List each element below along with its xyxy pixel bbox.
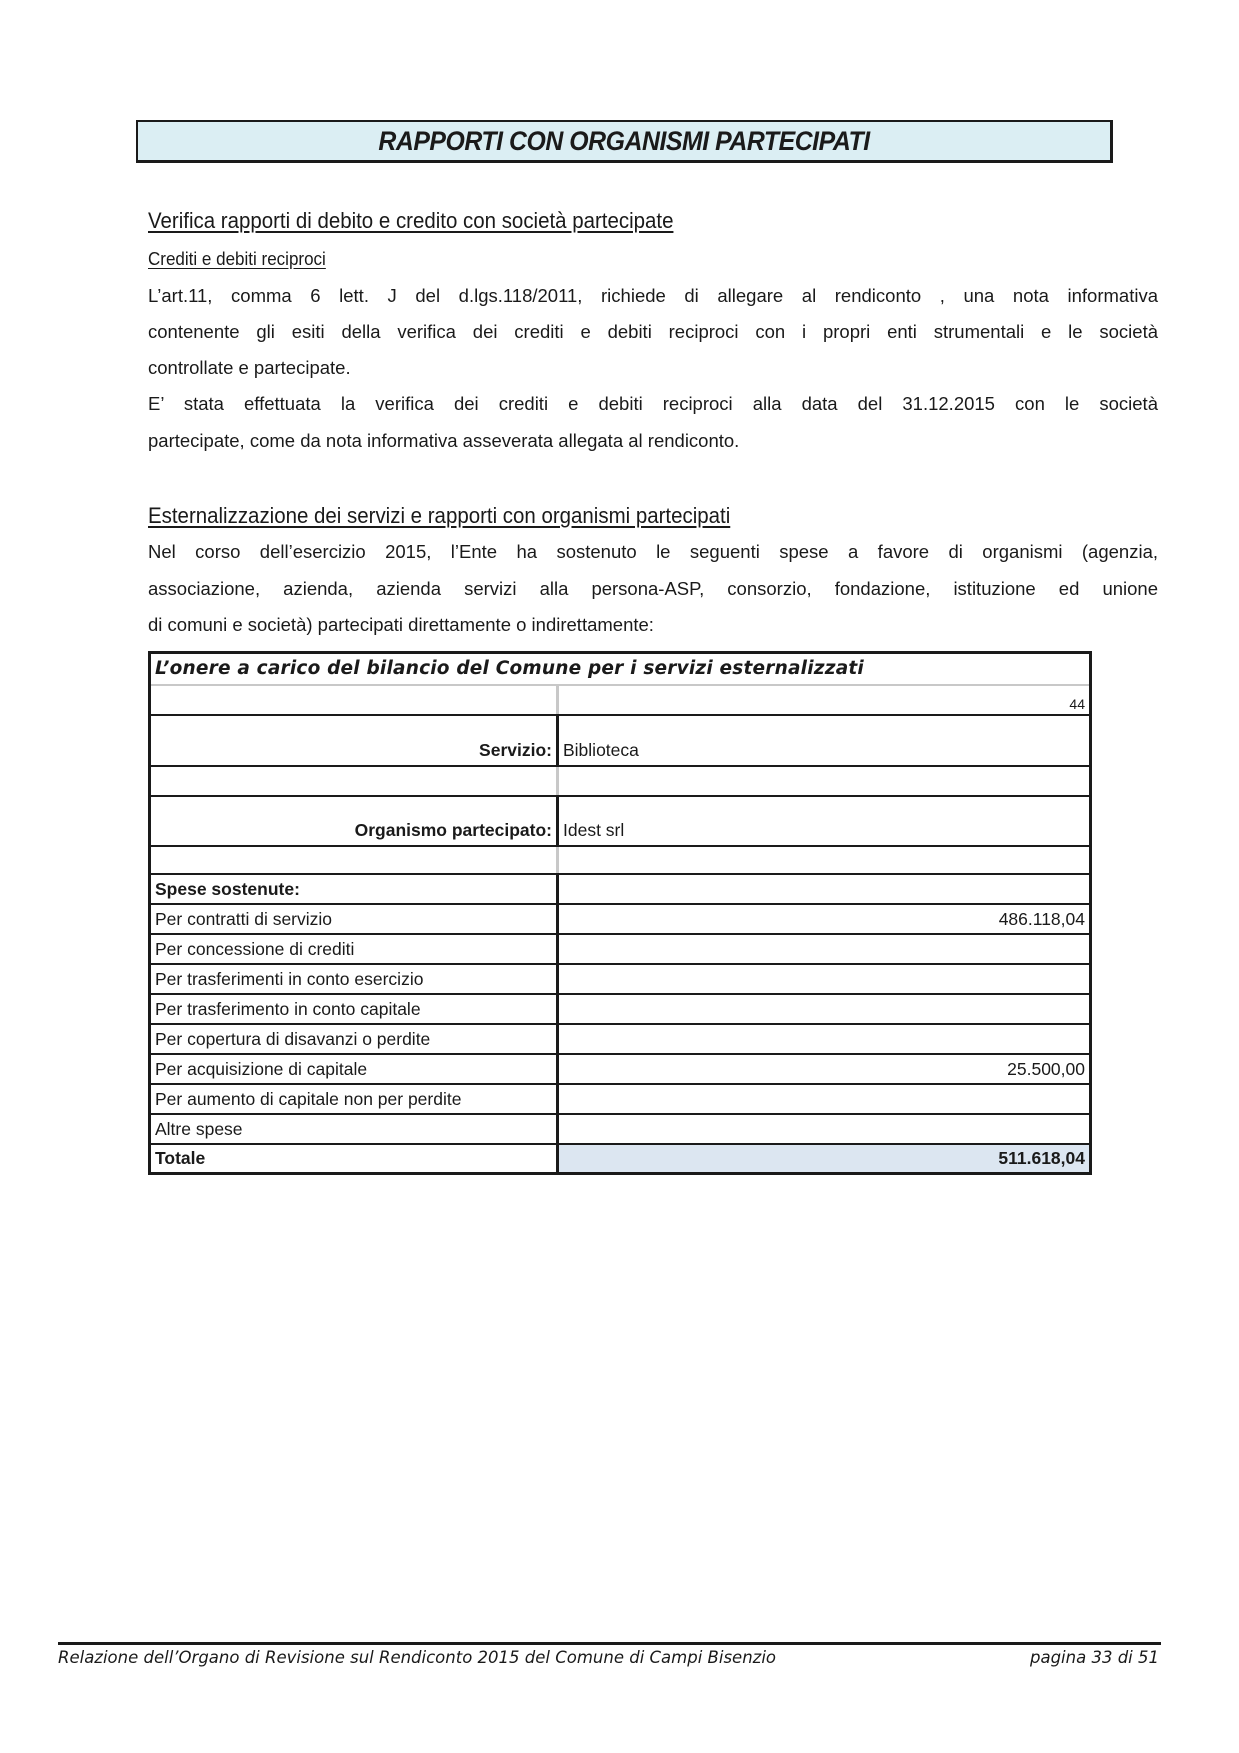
row-value	[559, 935, 1089, 963]
table-row	[151, 1023, 1089, 1053]
table-row-spese-header	[151, 873, 1089, 903]
row-label: Altre spese	[151, 1115, 559, 1143]
table-title: L’onere a carico del bilancio del Comune per i servizi esternalizzati	[155, 658, 864, 679]
table-row-total	[151, 1143, 1089, 1172]
row-value: 486.118,04	[998, 909, 1085, 929]
paragraph-line: E’ stata effettuata la verifica dei crediti e debiti reciproci alla data del 31.12.2015 con le società	[148, 393, 1158, 414]
row-value	[559, 1025, 1089, 1053]
paragraph-line: di comuni e società) partecipati direttamente o indirettamente:	[148, 614, 654, 635]
footer-page-number: pagina 33 di 51	[1030, 1648, 1159, 1667]
paragraph-line: partecipate, come da nota informativa asseverata allegata al rendiconto.	[148, 430, 740, 451]
table-row	[151, 993, 1089, 1023]
row-label: Per contratti di servizio	[151, 905, 559, 933]
table-row-blank	[151, 845, 1089, 873]
row-label: Per copertura di disavanzi o perdite	[151, 1025, 559, 1053]
row-label: Per aumento di capitale non per perdite	[151, 1085, 559, 1113]
table-row-blank	[151, 765, 1089, 795]
table-row	[151, 1053, 1089, 1083]
row-value: 25.500,00	[1007, 1059, 1085, 1079]
servizio-value: Biblioteca	[563, 740, 639, 760]
table-row-organismo	[151, 795, 1089, 845]
servizio-label: Servizio:	[151, 716, 559, 765]
table-row	[151, 963, 1089, 993]
paragraph-line: contenente gli esiti della verifica dei crediti e debiti reciproci con i propri enti strumentali e le società	[148, 321, 1158, 342]
table-row	[151, 1083, 1089, 1113]
footer-document-title: Relazione dell’Organo di Revisione sul Rendiconto 2015 del Comune di Campi Bisenzio	[58, 1648, 776, 1667]
table-row-code	[151, 684, 1089, 714]
row-value	[559, 995, 1089, 1023]
paragraph-line: Nel corso dell’esercizio 2015, l’Ente ha sostenuto le seguenti spese a favore di organismi (agenzia,	[148, 541, 1158, 562]
row-label: Per acquisizione di capitale	[151, 1055, 559, 1083]
row-value	[559, 965, 1089, 993]
section-heading-esternalizzazione: Esternalizzazione dei servizi e rapporti con organismi partecipati	[148, 503, 731, 528]
page-title: RAPPORTI CON ORGANISMI PARTECIPATI	[378, 126, 870, 156]
table-row	[151, 1113, 1089, 1143]
row-label: Per concessione di crediti	[151, 935, 559, 963]
table-row	[151, 903, 1089, 933]
table-code: 44	[1069, 696, 1085, 712]
section-heading-verifica: Verifica rapporti di debito e credito con società partecipate	[148, 208, 674, 233]
table-row	[151, 933, 1089, 963]
row-label: Per trasferimento in conto capitale	[151, 995, 559, 1023]
spese-label: Spese sostenute:	[151, 875, 559, 903]
row-value	[559, 1115, 1089, 1143]
row-value	[559, 1085, 1089, 1113]
paragraph-line: L’art.11, comma 6 lett. J del d.lgs.118/2011, richiede di allegare al rendiconto , una nota informativa	[148, 285, 1158, 306]
total-value: 511.618,04	[559, 1145, 1089, 1172]
table-row-servizio	[151, 714, 1089, 765]
paragraph-line: controllate e partecipate.	[148, 357, 351, 378]
total-label: Totale	[151, 1145, 559, 1172]
organismo-label: Organismo partecipato:	[151, 797, 559, 845]
page-title-box	[136, 120, 1113, 163]
subheading-crediti-debiti: Crediti e debiti reciproci	[148, 248, 326, 269]
row-label: Per trasferimenti in conto esercizio	[151, 965, 559, 993]
services-cost-table	[148, 651, 1092, 1175]
footer-divider	[58, 1642, 1161, 1645]
paragraph-line: associazione, azienda, azienda servizi alla persona-ASP, consorzio, fondazione, istituzione ed unione	[148, 578, 1158, 599]
organismo-value: Idest srl	[563, 820, 625, 840]
